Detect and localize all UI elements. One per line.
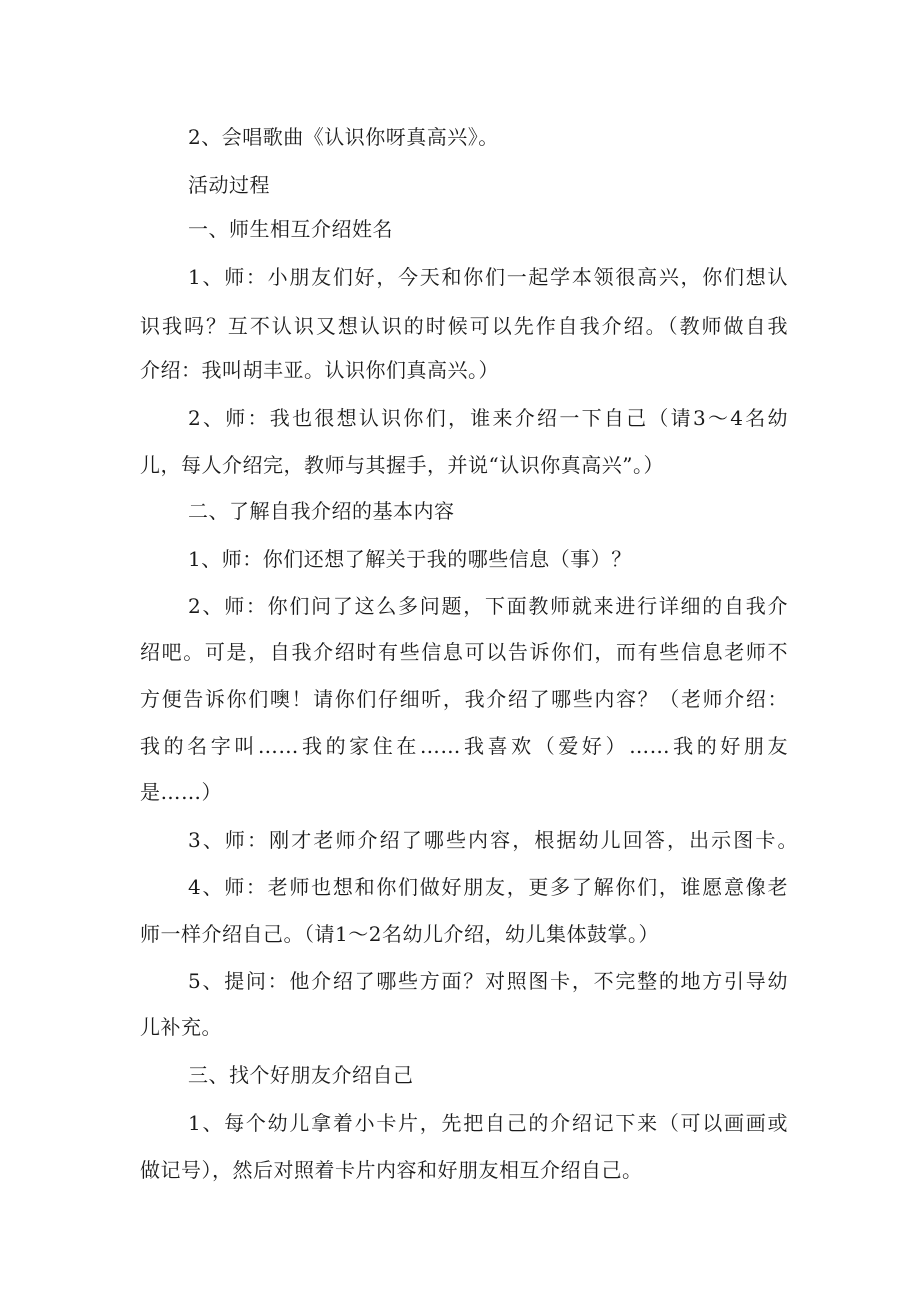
document-page: 2、会唱歌曲《认识你呀真高兴》。 活动过程 一、师生相互介绍姓名 1、师：小朋友们好，今天和你们一起学本领很高兴，你们想认 识我吗？互不认识又想认识的时候可以先作自我介绍。（教师做自我 介绍：我叫胡丰亚。认识你们真高兴。） 2、师：我也很想认识你们，谁来介绍一下自己（请3～4名幼 儿，每人介绍完，教师与其握手，并说“认识你真高兴”。） 二、了解自我介绍的基本内容 1、师：你们还想了解关于我的哪些信息（事）？ 2、师：你们问了这么多问题，下面教师就来进行详细的自我介 绍吧。可是，自我介绍时有些信息可以告诉你们，而有些信息老师不 方便告诉你们噢！请你们仔细听，我介绍了哪些内容？（老师介绍： 我的名字叫……我的家住在……我喜欢（爱好）……我的好朋友 是……） 3、师：刚才老师介绍了哪些内容，根据幼儿回答，出示图卡。 4、师：老师也想和你们做好朋友，更多了解你们，谁愿意像老 师一样介绍自己。（请1～2名幼儿介绍，幼儿集体鼓掌。） 5、提问：他介绍了哪些方面？对照图卡，不完整的地方引导幼 儿补充。 三、找个好朋友介绍自己 1、每个幼儿拿着小卡片，先把自己的介绍记下来（可以画画或 做记号），然后对照着卡片内容和好朋友相互介绍自己。 [140,125,798,1182]
